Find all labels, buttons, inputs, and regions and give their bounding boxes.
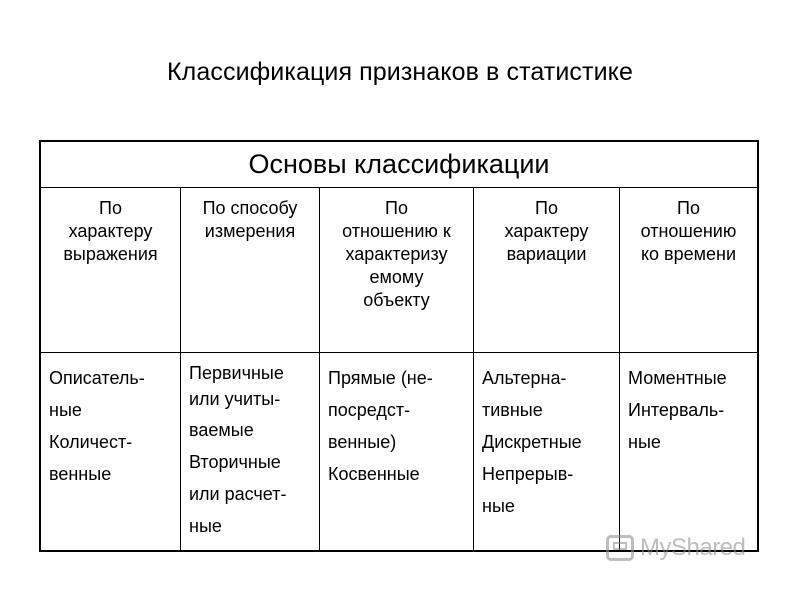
value-line: Описатель- <box>49 368 145 388</box>
value-line: ные <box>628 432 661 452</box>
value-line: ные <box>482 496 515 516</box>
value-line: Вторичные <box>189 452 281 472</box>
criterion-cell-expression <box>41 188 181 352</box>
criterion-cell-variation <box>474 188 620 352</box>
values-cell-object-relation <box>320 353 474 550</box>
value-line: венные <box>49 464 112 484</box>
criterion-cell-measurement <box>181 188 320 352</box>
value-line: Альтерна- <box>482 368 567 388</box>
criterion-cell-time <box>620 188 757 352</box>
criteria-row <box>41 188 757 353</box>
criterion-line: ко времени <box>640 244 737 264</box>
criterion-line: По <box>385 198 408 218</box>
value-line: Количест- <box>49 432 133 452</box>
myshared-logo-icon <box>606 535 634 561</box>
watermark <box>606 534 745 562</box>
value-line: Прямые (не- <box>328 368 433 388</box>
value-line: Интерваль- <box>628 400 725 420</box>
slide-title: Классификация признаков в статистике <box>167 58 633 86</box>
value-line: ваемые <box>189 420 254 440</box>
criterion-cell-object-relation <box>320 188 474 352</box>
watermark-text: MyShared <box>640 534 746 561</box>
values-cell-variation <box>474 353 620 550</box>
values-cell-expression <box>41 353 181 550</box>
value-line: ные <box>49 400 82 420</box>
value-line: Косвенные <box>328 464 420 484</box>
value-line: Моментные <box>628 368 727 388</box>
value-line: венные) <box>328 432 397 452</box>
value-line: ные <box>189 516 222 536</box>
criterion-line: отношению <box>640 221 737 241</box>
criterion-line: характеру <box>68 221 153 241</box>
criterion-line: отношению к <box>342 221 451 241</box>
classification-table <box>39 140 759 552</box>
criterion-line: По <box>677 198 700 218</box>
table-header: Основы классификации <box>41 142 757 188</box>
criterion-line: характеризу <box>345 244 448 264</box>
criterion-line: По способу <box>202 198 298 218</box>
values-cell-measurement <box>181 353 320 550</box>
criterion-line: По <box>99 198 122 218</box>
criterion-line: измерения <box>204 221 296 241</box>
value-line: Непрерыв- <box>482 464 574 484</box>
value-line: или учиты- <box>189 389 281 409</box>
criterion-line: вариации <box>506 244 587 264</box>
criterion-line: выражения <box>63 244 158 264</box>
criterion-line: объекту <box>363 290 430 310</box>
criterion-line: емому <box>369 267 424 287</box>
value-line: Дискретные <box>482 432 582 452</box>
criterion-line: характеру <box>504 221 589 241</box>
criterion-line: По <box>535 198 558 218</box>
value-line: или расчет- <box>189 484 287 504</box>
values-row <box>41 353 757 550</box>
value-line: посредст- <box>328 400 411 420</box>
values-cell-time <box>620 353 757 550</box>
value-line: Первичные <box>189 363 284 383</box>
value-line: тивные <box>482 400 543 420</box>
